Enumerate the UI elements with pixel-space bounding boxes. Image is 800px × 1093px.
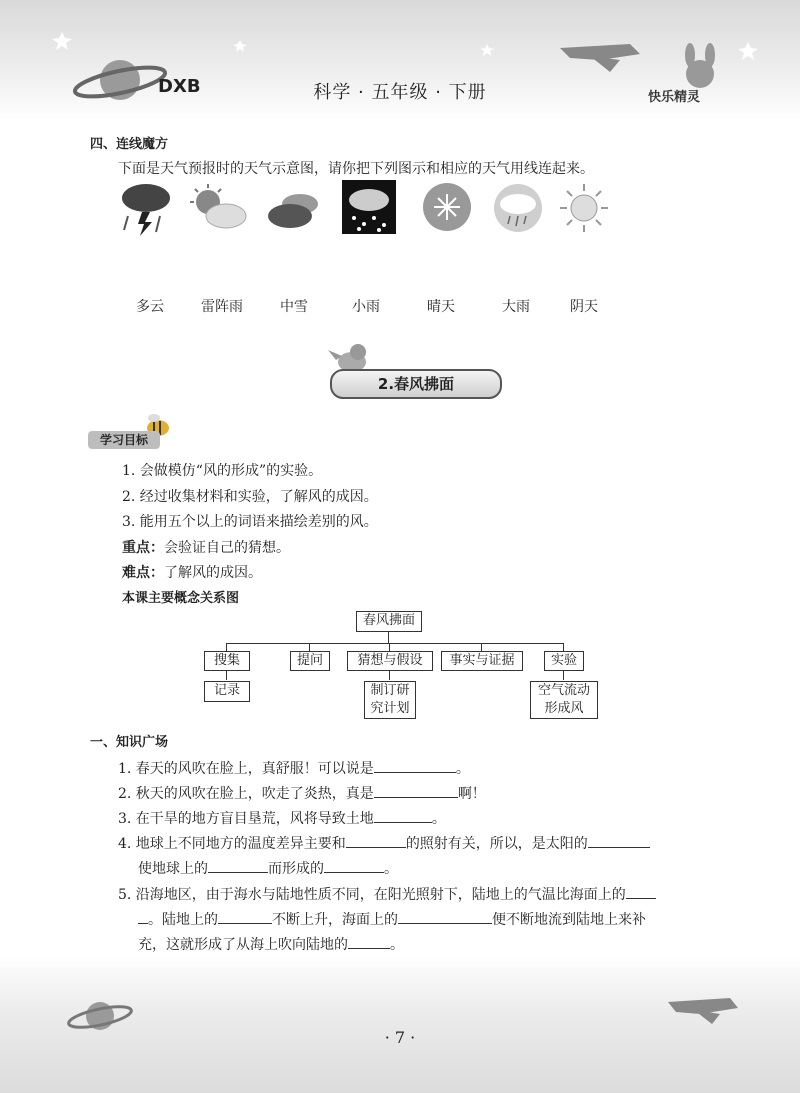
concept-subnode (530, 681, 598, 719)
question-2 (118, 783, 486, 803)
answer-blank[interactable] (374, 783, 458, 798)
page-number: · 7 · (384, 1028, 416, 1047)
question-text: 的照射有关，所以，是太阳的 (405, 836, 588, 852)
snow-icon (342, 180, 396, 234)
connector-line (563, 670, 564, 680)
answer-blank[interactable] (218, 909, 272, 924)
concept-subnode: 记录 (204, 681, 250, 702)
thunderstorm-icon (122, 184, 170, 236)
goal-item: 2. 经过收集材料和实验，了解风的成因。 (122, 489, 378, 505)
question-text: 4. 地球上不同地方的温度差异主要和 (118, 836, 346, 852)
brand-mark: DXB (158, 76, 201, 97)
question-3 (118, 808, 446, 828)
key-point (122, 537, 290, 557)
answer-blank[interactable] (138, 909, 148, 924)
goal-item: 3. 能用五个以上的词语来描绘差别的风。 (122, 514, 378, 530)
question-text: 。 (455, 761, 470, 777)
concept-node: 猜想与假设 (347, 651, 433, 671)
weather-label: 晴天 (427, 299, 455, 315)
weather-label: 中雪 (280, 299, 308, 315)
concept-root-node: 春风拂面 (356, 611, 422, 632)
question-5 (118, 884, 656, 904)
answer-blank[interactable] (398, 909, 492, 924)
question-text: 。陆地上的 (148, 912, 218, 928)
weather-label: 大雨 (502, 299, 530, 315)
subnode-line: 空气流动 (537, 683, 590, 698)
section-title: 四、连线魔方 (90, 137, 169, 152)
answer-blank[interactable] (374, 808, 432, 823)
learning-goals-tag: 学习目标 (88, 431, 160, 449)
connector-line (226, 643, 564, 644)
sun-icon (560, 184, 608, 232)
weather-label: 阴天 (570, 299, 598, 315)
question-5-cont (138, 909, 646, 929)
diff-label: 难点： (122, 565, 164, 581)
question-4-cont (138, 858, 398, 878)
answer-blank[interactable] (346, 833, 406, 848)
weather-icons-row (110, 180, 620, 240)
weather-label: 小雨 (352, 299, 380, 315)
connector-line (226, 670, 227, 680)
connector-line (226, 643, 227, 651)
diff-text: 了解风的成因。 (164, 565, 262, 581)
page-header-title: 科学 · 五年级 · 下册 (313, 82, 487, 103)
connector-line (388, 631, 389, 643)
connector-line (563, 643, 564, 651)
connector-line (309, 643, 310, 651)
goal-item: 1. 会做模仿“风的形成”的实验。 (122, 463, 323, 479)
question-text: 。 (384, 861, 398, 877)
question-1 (118, 758, 470, 778)
answer-blank[interactable] (588, 833, 650, 848)
connector-line (481, 643, 482, 651)
concept-node: 事实与证据 (441, 651, 523, 671)
question-text: 充，这就形成了从海上吹向陆地的 (138, 937, 348, 953)
question-text: 2. 秋天的风吹在脸上，吹走了炎热，真是 (118, 786, 374, 802)
question-text: 不断上升，海面上的 (272, 912, 398, 928)
answer-blank[interactable] (324, 858, 384, 873)
question-text: 使地球上的 (138, 861, 208, 877)
subnode-line: 形成风 (544, 701, 584, 716)
question-text: 1. 春天的风吹在脸上，真舒服！可以说是 (118, 761, 374, 777)
key-label: 重点： (122, 540, 164, 556)
answer-blank[interactable] (626, 884, 656, 899)
concept-node: 搜集 (204, 651, 250, 671)
weather-label: 雷阵雨 (201, 299, 243, 315)
question-text: 。 (431, 811, 446, 827)
subnode-line: 制订研 (370, 683, 410, 698)
question-5-end (138, 934, 404, 954)
connector-line (389, 670, 390, 680)
concept-node: 提问 (290, 651, 330, 671)
snowflake-icon (423, 183, 471, 231)
question-text: 5. 沿海地区，由于海水与陆地性质不同，在阳光照射下，陆地上的气温比海面上的 (118, 887, 626, 903)
publisher-logo: 快乐精灵 (648, 90, 701, 105)
lesson-title-banner: 2.春风拂面 (330, 369, 502, 399)
weather-label: 多云 (136, 299, 164, 315)
difficult-point (122, 562, 262, 582)
question-text: 而形成的 (268, 861, 324, 877)
cloud-rain-icon (494, 184, 542, 232)
sun-behind-cloud-icon (190, 184, 246, 228)
answer-blank[interactable] (348, 934, 390, 949)
question-text: 。 (390, 937, 404, 953)
cloudy-icon (268, 194, 318, 228)
concept-subnode (364, 681, 416, 719)
connector-line (389, 643, 390, 651)
shuttle-icon (560, 44, 640, 72)
star-icon (52, 32, 758, 60)
question-4 (118, 833, 650, 853)
question-text: 便不断地流到陆地上来补 (492, 912, 646, 928)
shuttle-icon (668, 998, 738, 1024)
key-text: 会验证自己的猜想。 (164, 540, 290, 556)
section-title: 一、知识广场 (90, 735, 169, 750)
question-text: 3. 在干旱的地方盲目垦荒，风将导致土地 (118, 811, 374, 827)
concept-map-title: 本课主要概念关系图 (122, 591, 240, 606)
question-text: 啊！ (457, 786, 486, 802)
answer-blank[interactable] (374, 758, 456, 773)
concept-node: 实验 (544, 651, 584, 671)
instruction-text: 下面是天气预报时的天气示意图，请你把下列图示和相应的天气用线连起来。 (118, 161, 594, 177)
subnode-line: 究计划 (370, 701, 410, 716)
answer-blank[interactable] (208, 858, 268, 873)
